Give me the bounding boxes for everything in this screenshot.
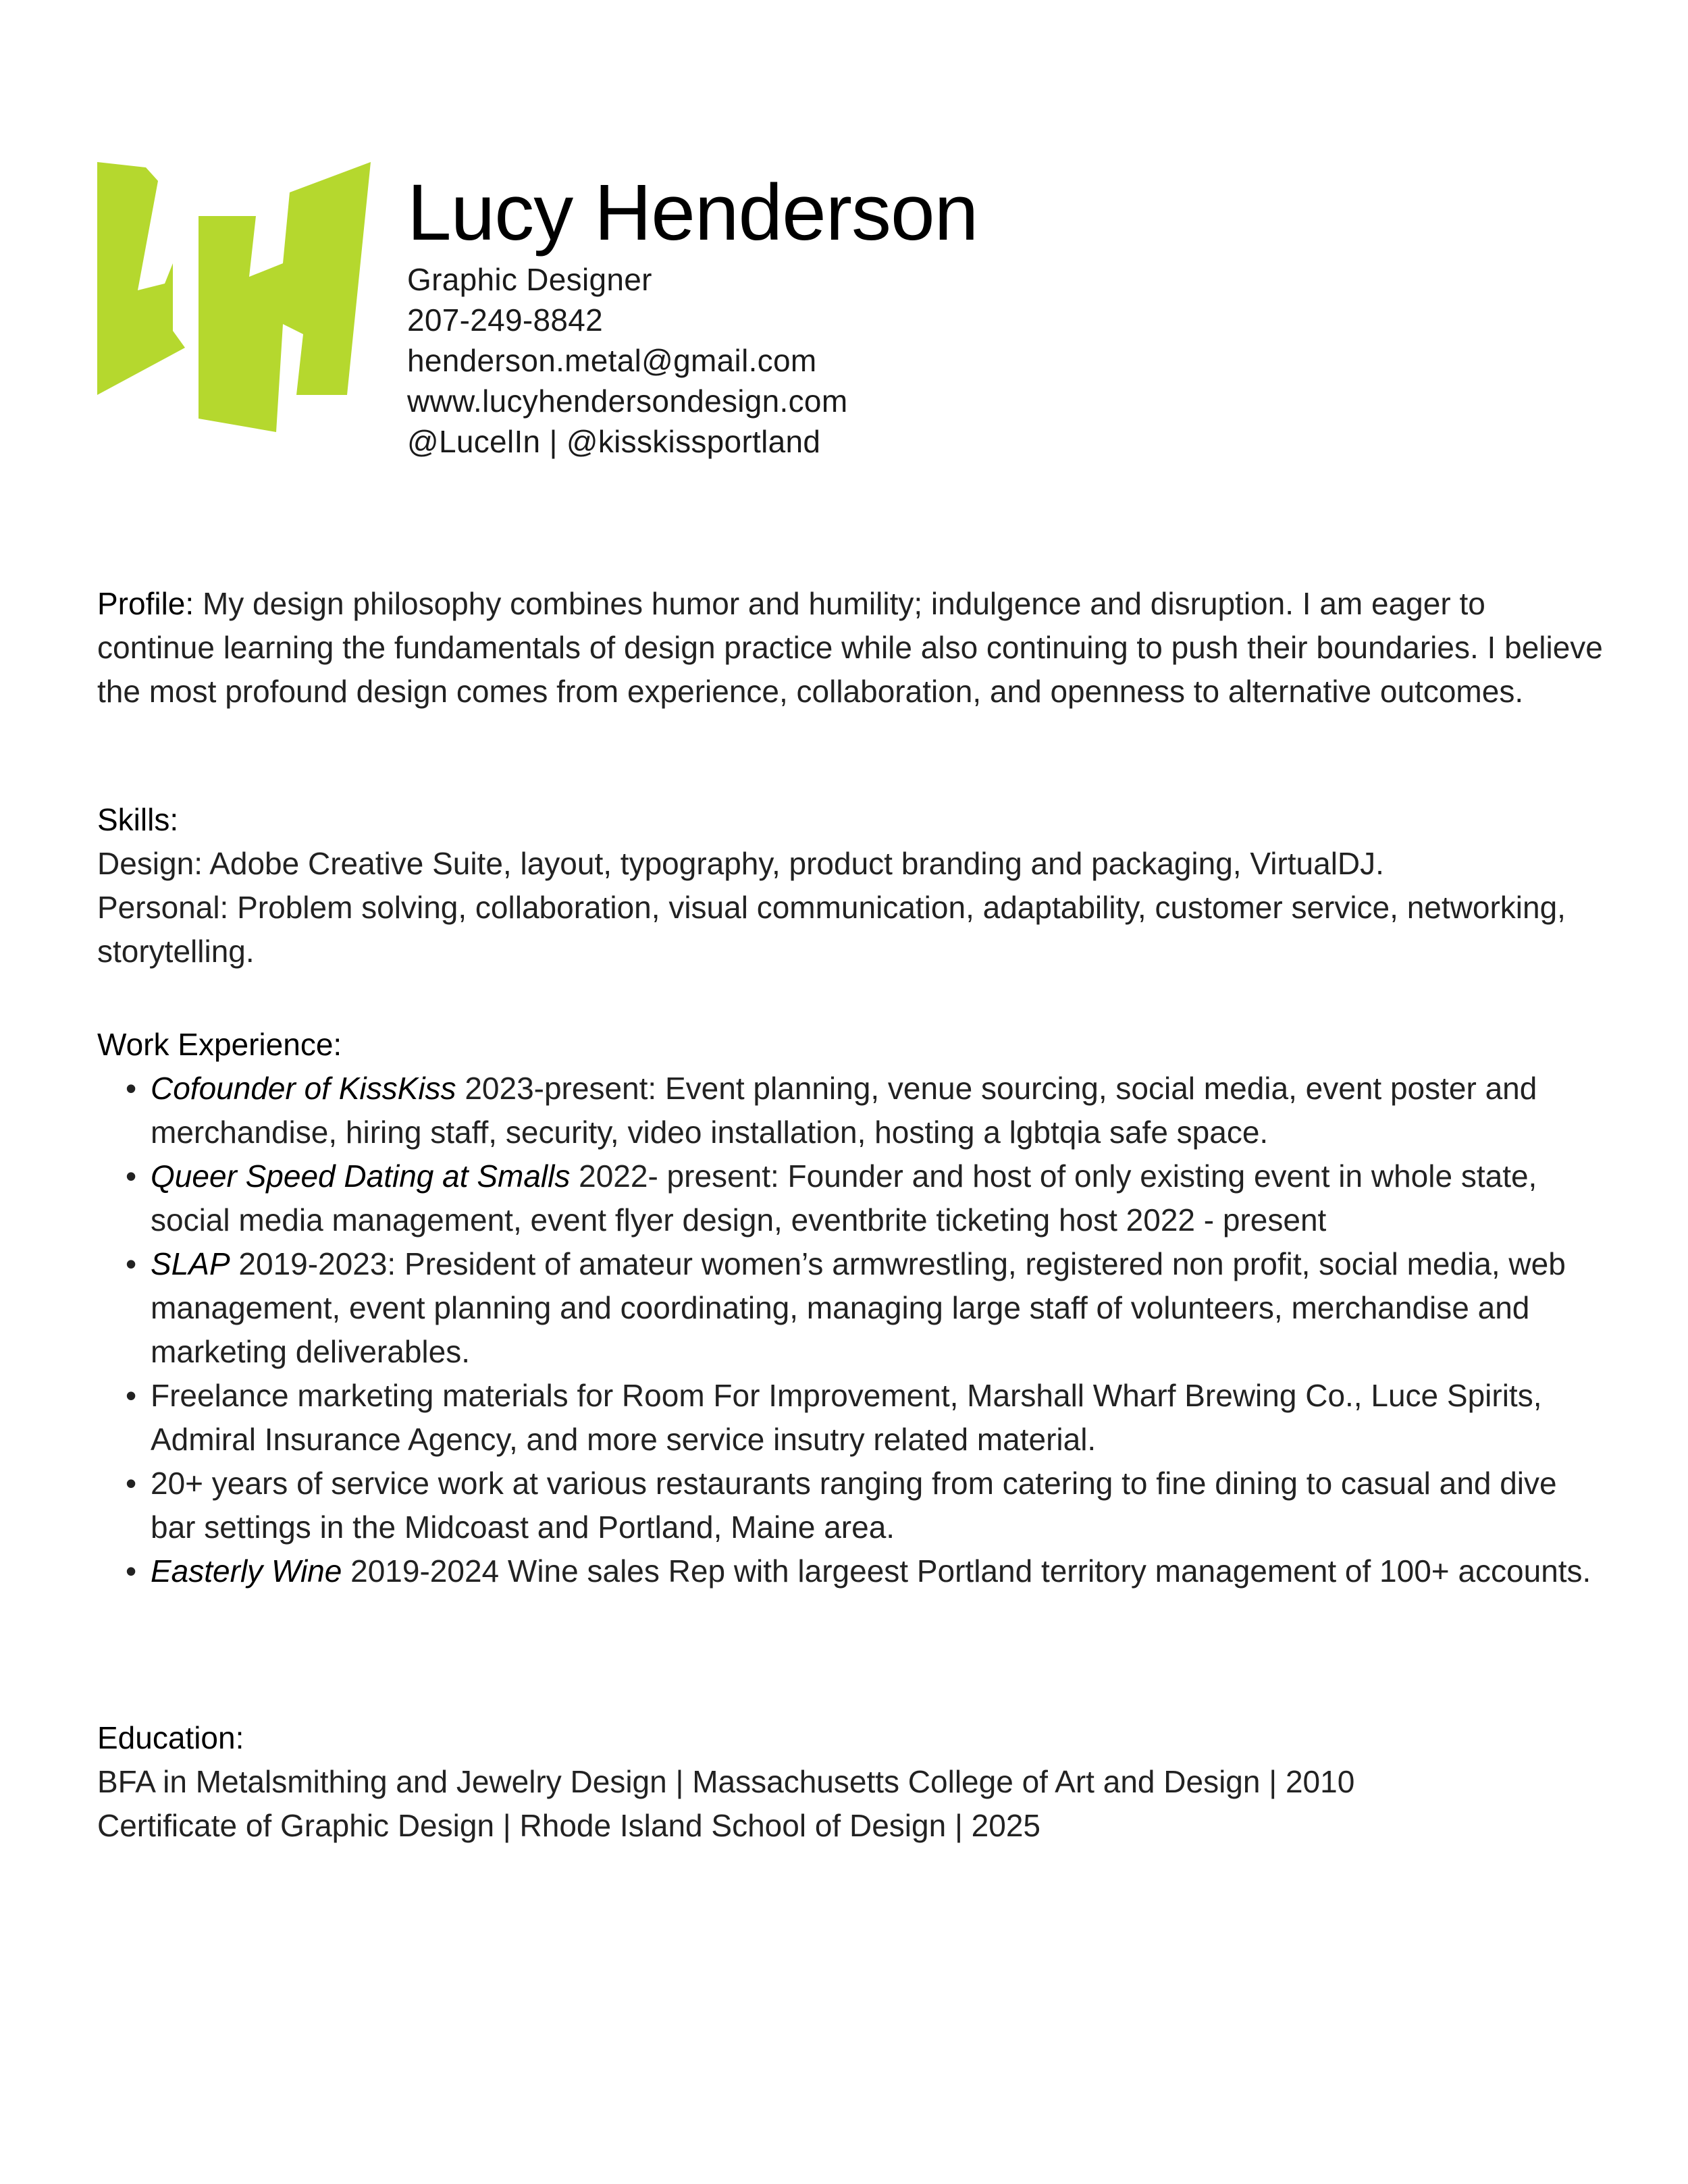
bullet-icon: • (126, 1378, 137, 1413)
design-skills: Design: Adobe Creative Suite, layout, typography, product branding and packaging, VirtualDJ. (97, 846, 1384, 881)
contact-block (407, 259, 978, 462)
bullet-icon: • (126, 1071, 137, 1106)
job-title: Graphic Designer (407, 262, 652, 297)
experience-item (97, 1374, 1603, 1462)
bullet-icon: • (126, 1158, 137, 1194)
experience-detail: 20+ years of service work at various restaurants ranging from catering to fine dining to casual and dive bar settings in the Midcoast and Portland, Maine area. (151, 1466, 1557, 1545)
education-section (97, 1716, 1603, 1848)
experience-item (97, 1549, 1603, 1593)
phone-number: 207-249-8842 (407, 302, 604, 338)
experience-detail: Freelance marketing materials for Room For Improvement, Marshall Wharf Brewing Co., Luce Spirits, Admiral Insurance Agency, and more service insutry related material. (151, 1378, 1542, 1457)
education-entry: Certificate of Graphic Design | Rhode Island School of Design | 2025 (97, 1808, 1041, 1843)
profile-text: My design philosophy combines humor and humility; indulgence and disruption. I am eager to continue learning the fundamentals of design practice while also continuing to push their boundaries. I believe the most profound design comes from experience, collaboration, and openness to alternative outcomes. (97, 586, 1603, 709)
website-url: www.lucyhendersondesign.com (407, 383, 848, 419)
social-handles: @LucelIn | @kisskissportland (407, 424, 821, 459)
bullet-icon: • (126, 1553, 137, 1589)
lh-logo (97, 162, 374, 439)
skills-heading: Skills: (97, 802, 179, 837)
experience-detail: 2023-present: Event planning, venue sourcing, social media, event poster and merchandise, hiring staff, security, video installation, hosting a lgbtqia safe space. (151, 1071, 1537, 1150)
experience-role: Easterly Wine (151, 1553, 342, 1589)
education-entry: BFA in Metalsmithing and Jewelry Design | Massachusetts College of Art and Design | 2010 (97, 1764, 1355, 1799)
work-experience-heading: Work Experience: (97, 1027, 342, 1062)
experience-role: SLAP (151, 1246, 230, 1281)
experience-detail: 2019-2023: President of amateur women’s armwrestling, registered non profit, social media, web management, event planning and coordinating, managing large staff of volunteers, merchandise and marketing deliverables. (151, 1246, 1566, 1369)
work-experience-section (97, 1023, 1603, 1593)
experience-role: Cofounder of KissKiss (151, 1071, 456, 1106)
personal-skills: Personal: Problem solving, collaboration, visual communication, adaptability, customer service, networking, storytelling. (97, 890, 1566, 969)
profile-section (97, 582, 1603, 714)
bullet-icon: • (126, 1466, 137, 1501)
experience-item (97, 1242, 1603, 1374)
experience-role: Queer Speed Dating at Smalls (151, 1158, 571, 1194)
logo-letter-l (97, 162, 185, 395)
profile-heading: Profile: (97, 586, 194, 621)
email-address: henderson.metal@gmail.com (407, 343, 817, 378)
skills-section (97, 798, 1603, 974)
candidate-name: Lucy Henderson (407, 168, 978, 257)
education-heading: Education: (97, 1720, 244, 1755)
experience-detail: 2022- present: Founder and host of only existing event in whole state, social media management, event flyer design, eventbrite ticketing host 2022 - present (151, 1158, 1537, 1237)
bullet-icon: • (126, 1246, 137, 1281)
resume-header (407, 169, 978, 462)
experience-list (97, 1067, 1603, 1593)
experience-detail: 2019-2024 Wine sales Rep with largeest Portland territory management of 100+ accounts. (342, 1553, 1591, 1589)
experience-item (97, 1154, 1603, 1242)
experience-item (97, 1067, 1603, 1154)
logo-letter-h (199, 162, 371, 432)
experience-item (97, 1462, 1603, 1549)
